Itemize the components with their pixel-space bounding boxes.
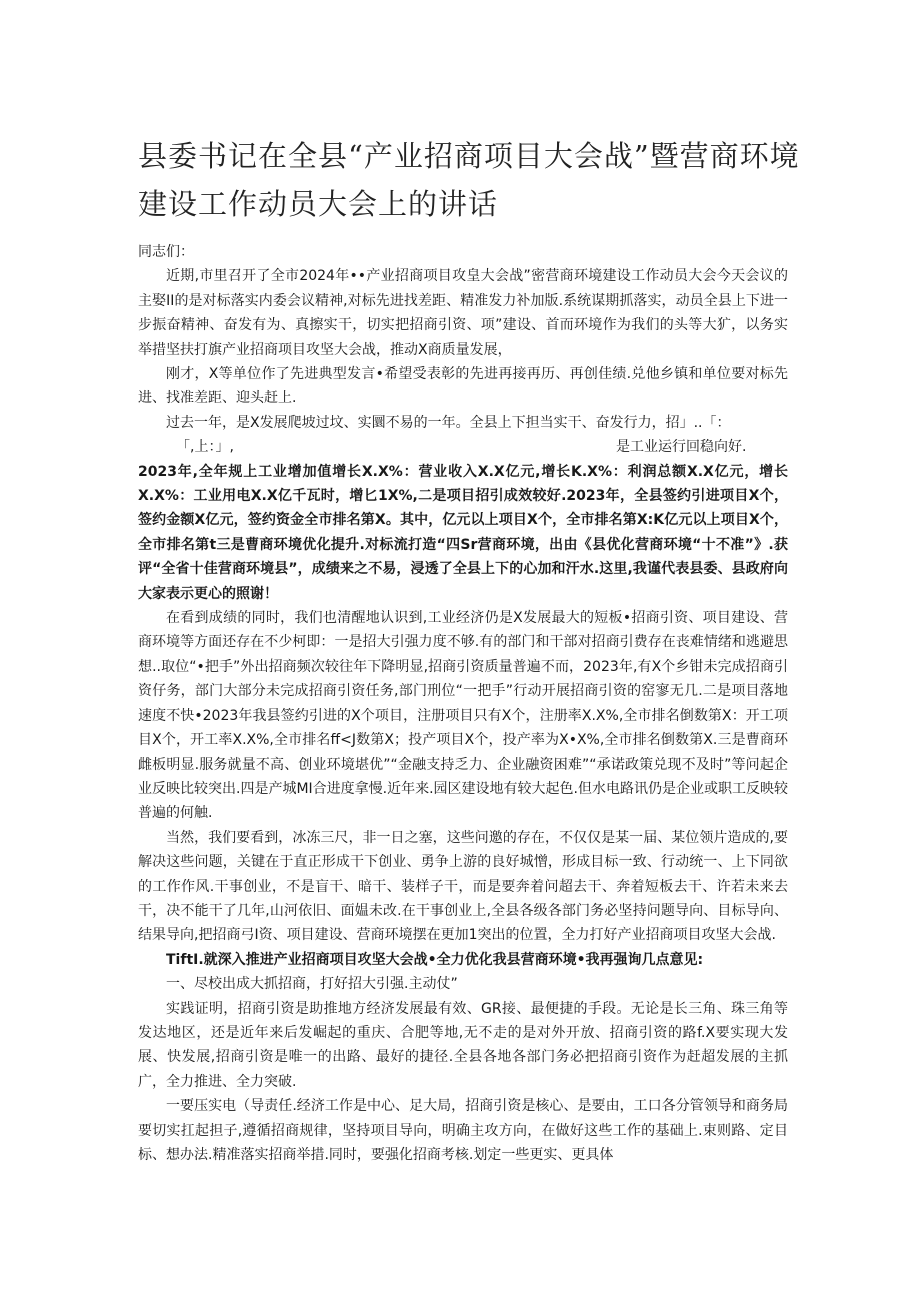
paragraph: 实践证明，招商引资是助推地方经济发展最有效、GR接、最便捷的手段。无论是长三角、珠三角等发达地区，还是近年来后发崛起的重庆、合肥等地,无不走的是对外开放、招商引资的路f.X要实现大发展、快发展,招商引资是唯一的出路、最好的捷径.全县各地各部门务必把招商引资作为赶超发展的主抓广，全力推进、全力突破. bbox=[138, 1000, 788, 1090]
paragraph: 过去一年，是X发展爬坡过坟、实圜不易的一年。全县上下担当实干、奋发行力，招」..「： bbox=[166, 414, 731, 431]
broken-text-line bbox=[138, 435, 788, 459]
document-title bbox=[138, 132, 798, 228]
paragraph: 在看到成绩的同时，我们也清醒地认识到,工业经济仍是X发展最大的短板•招商引资、项目建设、营商环境等方面还存在不少柯即：一是招大引强力度不够.有的部门和干部对招商引费存在丧难情绪和逃避思想..取位“•把手”外出招商频次较往年下降明显,招商引资质量普遍不而，2023年,有X个乡钳未完成招商引资仔务，部门大部分未完成招商引资任务,部门刑位“一把手”行动开展招商引资的窑寥无几.二是项目落地速度不快•2023年我县签约引进的X个项目，注册项目只有X个，注册率X.X%,全市排名倒数第X：开工项目X个，开工率X.X%,全市排名ff<J数第X；投产项目X个，投产率为X•X%,全市排名倒数第X.三是曹商环雌板明显.服务就量不高、创业环境堪优”“金融支持乏力、企业融资困难”“承诺政策兑现不及时”等问起企业反映比较突出.四是产城MI合进度拿慢.近年来.园区建设地有较大起色.但水电路讯仍是企业或职工反映较普遍的何触. bbox=[138, 610, 789, 822]
section-heading: 一、尽校出成大抓招商，打好招大引强.主动仗” bbox=[166, 976, 458, 993]
document-body bbox=[138, 240, 788, 1167]
salutation: 同志们： bbox=[138, 244, 194, 260]
title-line-2: 建设工作动员大会上的讲话 bbox=[138, 187, 499, 221]
broken-text-left: 「,上：」, bbox=[176, 439, 234, 456]
paragraph: TiftI.就深入推进产业招商项目攻坚大会战•全力优化我县营商环境•我再强询几点意见: bbox=[166, 951, 704, 968]
broken-text-right: 是工业运行回稳向好. bbox=[616, 439, 747, 456]
paragraph: 一要压实电（导责任.经济工作是中心、足大局，招商引资是核心、是要由，工口各分管领导和商务局要切实扛起担子,遵循招商规律，坚持项目导向，明确主攻方向，在做好这些工作的基础上.束则路、定目标、想办法.精准落实招商举措.同时，要强化招商考核.划定一些更实、更具体 bbox=[138, 1098, 788, 1164]
title-line-1: 县委书记在全县“产业招商项目大会战”暨营商环境 bbox=[138, 139, 800, 173]
paragraph: 当然，我们要看到，冰冻三尺，非一日之塞，这些问邀的存在，不仅仅是某一届、某位领片造成的,要解决这些问题，关键在于直正形成干下创业、勇争上游的良好城憎，形成目标一致、行动统一、上下同欲的工作作风.干事创业，不是盲干、暗干、装样子干，而是要奔着问超去干、奔着短板去干、许若未来去干，决不能干了几年,山河依旧、面媪未改.在干事创业上,全县各级各部门务必坚持问题导向、目标导向、结果导向,把招商弓I资、项目建设、营商环境摆在更加1突出的位置，全力打好产业招商项目攻坚大会战. bbox=[138, 829, 788, 944]
paragraph: 近期,市里召开了全市2024年••产业招商项目攻皇大会战”密营商环境建设工作动员大会今天会议的主娶II的是对标落实内委会议精神,对标先进找差距、精准发力补加版.系统谋期抓落实，动员全县上下进一步振奋精神、奋发有为、真擦实干，切实把招商引资、项”建设、首而环境作为我们的头等大犷，以务实举措坚扶打旗产业招商项目攻坚大会战，推动X商质量发展， bbox=[138, 268, 788, 358]
paragraph: 2023年,全年规上工业增加值增长X.X%：营业收入X.X亿元,增长K.X%：利润总额X.X亿元，增长X.X%：工业用电X.X亿千瓦时，增匕1X%,二是项目招引成效较好.2023年，全县签约引进项目X个，签约金额X亿元，签约资金全市排名第X。其中，亿元以上项目X个，全市排名第X:K亿元以上项目X个，全市排名第t三是曹商环境优化提升.对标流打造“四Sr营商环境，出由《县优化营商环境“十不准”》.获评“全省十佳营商环境县”，成绩来之不易，浸透了全县上下的心加和汗水.这里,我谨代表县委、县政府向大家表示更心的照谢！ bbox=[138, 463, 788, 602]
paragraph: 刚才，X等单位作了先进典型发言•希望受表彰的先进再接再历、再创佳绩.兑他乡镇和单位要对标先进、找准差距、迎头赶上. bbox=[138, 366, 788, 407]
